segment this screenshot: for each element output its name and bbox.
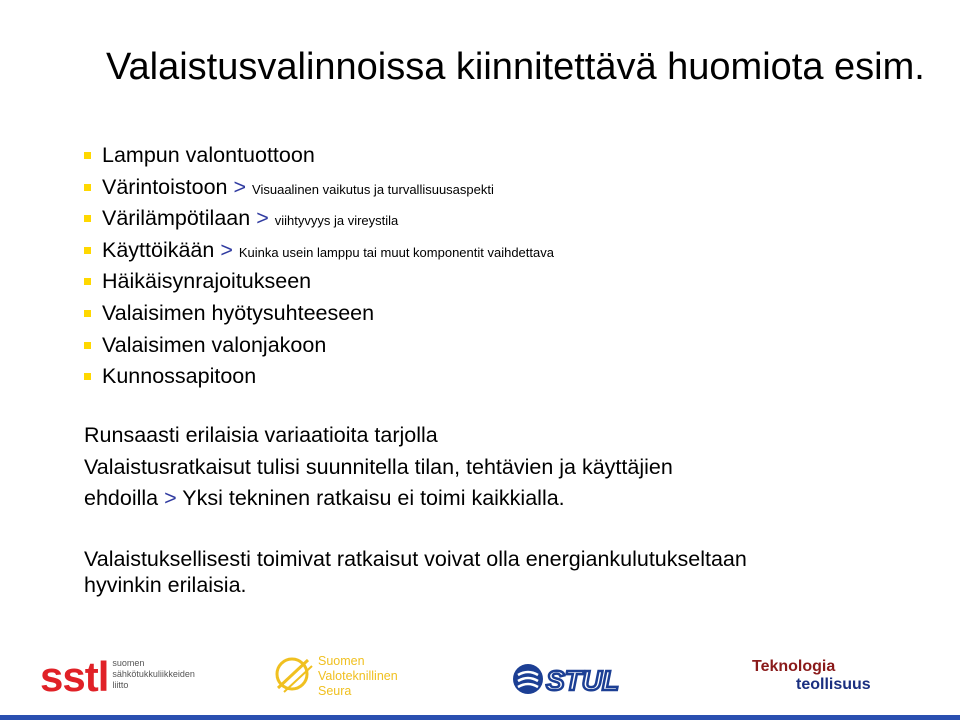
stul-logo-text: STUL: [546, 665, 620, 696]
slide-title: Valaistusvalinnoissa kiinnitettävä huomiota esim.: [106, 46, 925, 88]
valo-line: Suomen: [318, 654, 365, 668]
bullet-square-icon: [84, 184, 91, 191]
bullet-square-icon: [84, 310, 91, 317]
paragraph-text: ehdoilla: [84, 486, 159, 511]
sstl-line: sähkötukkuliikkeiden: [112, 669, 195, 679]
bullet-text: Häikäisynrajoitukseen: [102, 269, 312, 294]
stul-emblem-icon: [512, 662, 642, 696]
valo-emblem-icon: [274, 652, 314, 696]
footer-logos: [0, 640, 960, 720]
paragraph-line: Runsaasti erilaisia variaatioita tarjolla: [84, 423, 438, 447]
paragraph-line: Valaistusratkaisut tulisi suunnitella tilan, tehtävien ja käyttäjien: [84, 454, 673, 479]
bullet-text: Värilämpötilaan: [102, 206, 251, 231]
paragraph-line: [84, 483, 673, 515]
valo-logo-text: [318, 654, 398, 699]
bullet-subtext: Visuaalinen vaikutus ja turvallisuusaspekti: [252, 181, 494, 197]
tek-line: Teknologia: [752, 658, 836, 675]
arrow-symbol: >: [233, 174, 247, 199]
bullet-item: [84, 203, 554, 235]
bullet-item: [84, 172, 554, 204]
bullet-text: Värintoistoon: [102, 174, 228, 199]
paragraph-energy: [84, 546, 747, 598]
sstl-logo-text: sstl: [40, 653, 109, 700]
bullet-item: [84, 298, 554, 330]
bullet-square-icon: [84, 152, 91, 159]
bullet-square-icon: [84, 278, 91, 285]
sstl-line: suomen: [112, 658, 145, 668]
bottom-bar: [0, 715, 960, 720]
sstl-logo: [40, 654, 195, 700]
sstl-logo-subtext: [112, 658, 195, 691]
bullet-square-icon: [84, 373, 91, 380]
bullet-text: Valaisimen valonjakoon: [102, 332, 327, 357]
valo-line: Valoteknillinen: [318, 669, 398, 683]
bullet-item: [84, 140, 554, 172]
arrow-symbol: >: [256, 206, 269, 231]
sstl-line: liitto: [112, 680, 129, 690]
arrow-symbol: >: [220, 237, 233, 262]
bullet-item: [84, 330, 554, 362]
bullet-square-icon: [84, 247, 91, 254]
bullet-list: [84, 140, 554, 393]
paragraph-line: Valaistuksellisesti toimivat ratkaisut voivat olla energiankulutukseltaan: [84, 547, 747, 571]
bullet-item: [84, 361, 554, 393]
bullet-item: [84, 235, 554, 267]
bullet-text: Valaisimen hyötysuhteeseen: [102, 300, 375, 325]
valo-line: Seura: [318, 684, 352, 698]
bullet-text: Kunnossapitoon: [102, 364, 257, 389]
tek-line: teollisuus: [796, 676, 871, 693]
paragraph-line: hyvinkin erilaisia.: [84, 573, 247, 597]
paragraph-variations: [84, 420, 673, 515]
valoteknillinen-seura-logo: [274, 652, 398, 701]
bullet-subtext: viihtyvyys ja vireystila: [274, 213, 399, 229]
paragraph-text: Yksi tekninen ratkaisu ei toimi kaikkialla.: [182, 486, 565, 511]
teknologiateollisuus-logo: [752, 658, 871, 694]
arrow-symbol: >: [164, 486, 177, 511]
stul-logo: [512, 662, 642, 701]
bullet-subtext: Kuinka usein lamppu tai muut komponentit vaihdettava: [238, 244, 554, 260]
bullet-text: Lampun valontuottoon: [102, 143, 315, 167]
bullet-square-icon: [84, 342, 91, 349]
bullet-item: [84, 266, 554, 298]
bullet-square-icon: [84, 215, 91, 222]
bullet-text: Käyttöikään: [102, 237, 215, 262]
